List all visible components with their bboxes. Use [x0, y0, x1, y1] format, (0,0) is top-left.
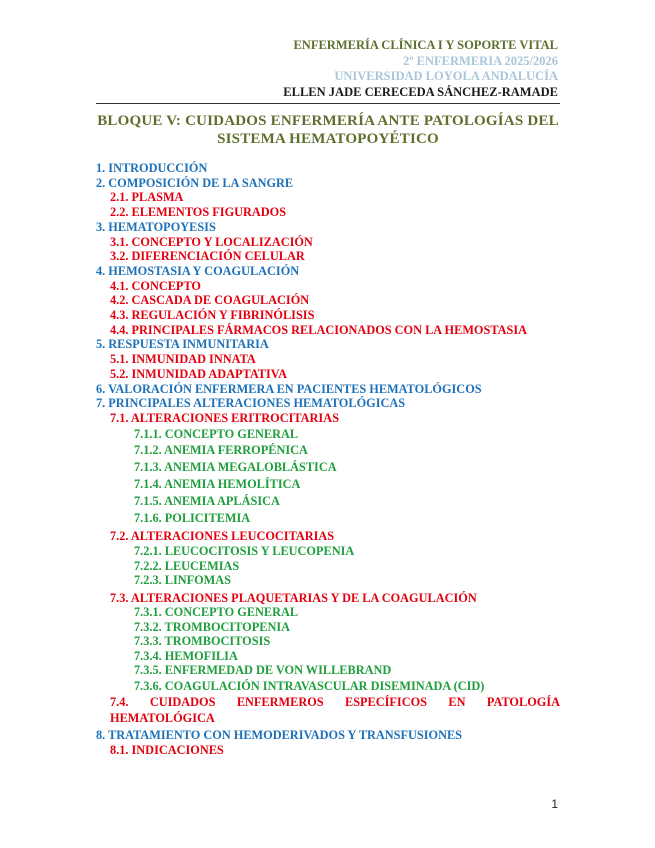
toc-entry-7-3-3[interactable]: 7.3.3. TROMBOCITOSIS: [134, 634, 271, 649]
toc-entry-4-3[interactable]: 4.3. REGULACIÓN Y FIBRINÓLISIS: [110, 308, 315, 323]
toc-entry-7-2-3[interactable]: 7.2.3. LINFOMAS: [134, 573, 232, 588]
toc-entry-7-3-2[interactable]: 7.3.2. TROMBOCITOPENIA: [134, 619, 291, 634]
course-name: ENFERMERÍA CLÍNICA I Y SOPORTE VITAL: [293, 38, 558, 52]
university-name: UNIVERSIDAD LOYOLA ANDALUCÍA: [334, 69, 558, 83]
toc-entry-3-2[interactable]: 3.2. DIFERENCIACIÓN CELULAR: [110, 249, 305, 264]
toc-entry-4-2[interactable]: 4.2. CASCADA DE COAGULACIÓN: [110, 293, 310, 308]
toc-entry-2-2[interactable]: 2.2. ELEMENTOS FIGURADOS: [110, 205, 287, 220]
toc-entry-2[interactable]: 2. COMPOSICIÓN DE LA SANGRE: [96, 175, 294, 190]
toc-entry-7-1-6[interactable]: 7.1.6. POLICITEMIA: [134, 510, 251, 525]
toc-entry-3-1[interactable]: 3.1. CONCEPTO Y LOCALIZACIÓN: [110, 234, 313, 249]
toc-entry-2-1[interactable]: 2.1. PLASMA: [110, 190, 184, 205]
toc-entry-7-4[interactable]: 7.4. CUIDADOS ENFERMEROS ESPECÍFICOS EN PATOLOGÍA HEMATOLÓGICA: [110, 694, 560, 725]
page-number: 1: [551, 797, 558, 811]
header-divider: [96, 103, 560, 104]
toc-entry-7-1-2[interactable]: 7.1.2. ANEMIA FERROPÉNICA: [134, 443, 308, 458]
toc-entry-7-1-3[interactable]: 7.1.3. ANEMIA MEGALOBLÁSTICA: [134, 460, 337, 475]
toc-entry-4-4[interactable]: 4.4. PRINCIPALES FÁRMACOS RELACIONADOS CON LA HEMOSTASIA: [110, 322, 528, 337]
page-title: BLOQUE V: CUIDADOS ENFERMERÍA ANTE PATOLOGÍAS DEL SISTEMA HEMATOPOYÉTICO: [97, 113, 559, 147]
toc-entry-7-2-2[interactable]: 7.2.2. LEUCEMIAS: [134, 558, 240, 573]
toc-entry-7-3-1[interactable]: 7.3.1. CONCEPTO GENERAL: [134, 605, 299, 620]
toc-entry-1[interactable]: 1. INTRODUCCIÓN: [96, 161, 208, 175]
toc-entry-7-1-4[interactable]: 7.1.4. ANEMIA HEMOLÍTICA: [134, 477, 301, 492]
author-name: ELLEN JADE CERECEDA SÁNCHEZ-RAMADE: [283, 84, 558, 99]
toc-entry-7-3-4[interactable]: 7.3.4. HEMOFILIA: [134, 648, 238, 663]
toc-entry-3[interactable]: 3. HEMATOPOYESIS: [96, 219, 216, 234]
toc-entry-7-3-6[interactable]: 7.3.6. COAGULACIÓN INTRAVASCULAR DISEMINADA (CID): [134, 678, 485, 693]
toc-entry-4[interactable]: 4. HEMOSTASIA Y COAGULACIÓN: [96, 263, 300, 278]
toc-entry-7-1[interactable]: 7.1. ALTERACIONES ERITROCITARIAS: [110, 410, 339, 425]
toc-entry-7-3-5[interactable]: 7.3.5. ENFERMEDAD DE VON WILLEBRAND: [134, 663, 392, 678]
academic-year: 2º ENFERMERIA 2025/2026: [403, 53, 558, 68]
document-header: [283, 38, 558, 100]
toc-entry-7[interactable]: 7. PRINCIPALES ALTERACIONES HEMATOLÓGICAS: [96, 396, 406, 411]
toc-entry-5-1[interactable]: 5.1. INMUNIDAD INNATA: [110, 352, 256, 367]
toc-entry-4-1[interactable]: 4.1. CONCEPTO: [110, 278, 201, 293]
toc-entry-5-2[interactable]: 5.2. INMUNIDAD ADAPTATIVA: [110, 366, 287, 381]
table-of-contents: [96, 161, 560, 757]
toc-entry-8[interactable]: 8. TRATAMIENTO CON HEMODERIVADOS Y TRANSFUSIONES: [96, 727, 463, 742]
toc-entry-5[interactable]: 5. RESPUESTA INMUNITARIA: [96, 337, 269, 352]
toc-entry-7-2[interactable]: 7.2. ALTERACIONES LEUCOCITARIAS: [110, 529, 335, 544]
toc-entry-7-2-1[interactable]: 7.2.1. LEUCOCITOSIS Y LEUCOPENIA: [134, 544, 355, 559]
toc-entry-7-1-1[interactable]: 7.1.1. CONCEPTO GENERAL: [134, 426, 299, 441]
toc-entry-7-1-5[interactable]: 7.1.5. ANEMIA APLÁSICA: [134, 493, 280, 508]
toc-entry-8-1[interactable]: 8.1. INDICACIONES: [110, 742, 224, 757]
toc-entry-7-3[interactable]: 7.3. ALTERACIONES PLAQUETARIAS Y DE LA COAGULACIÓN: [110, 590, 477, 605]
toc-entry-6[interactable]: 6. VALORACIÓN ENFERMERA EN PACIENTES HEMATOLÓGICOS: [96, 381, 482, 396]
